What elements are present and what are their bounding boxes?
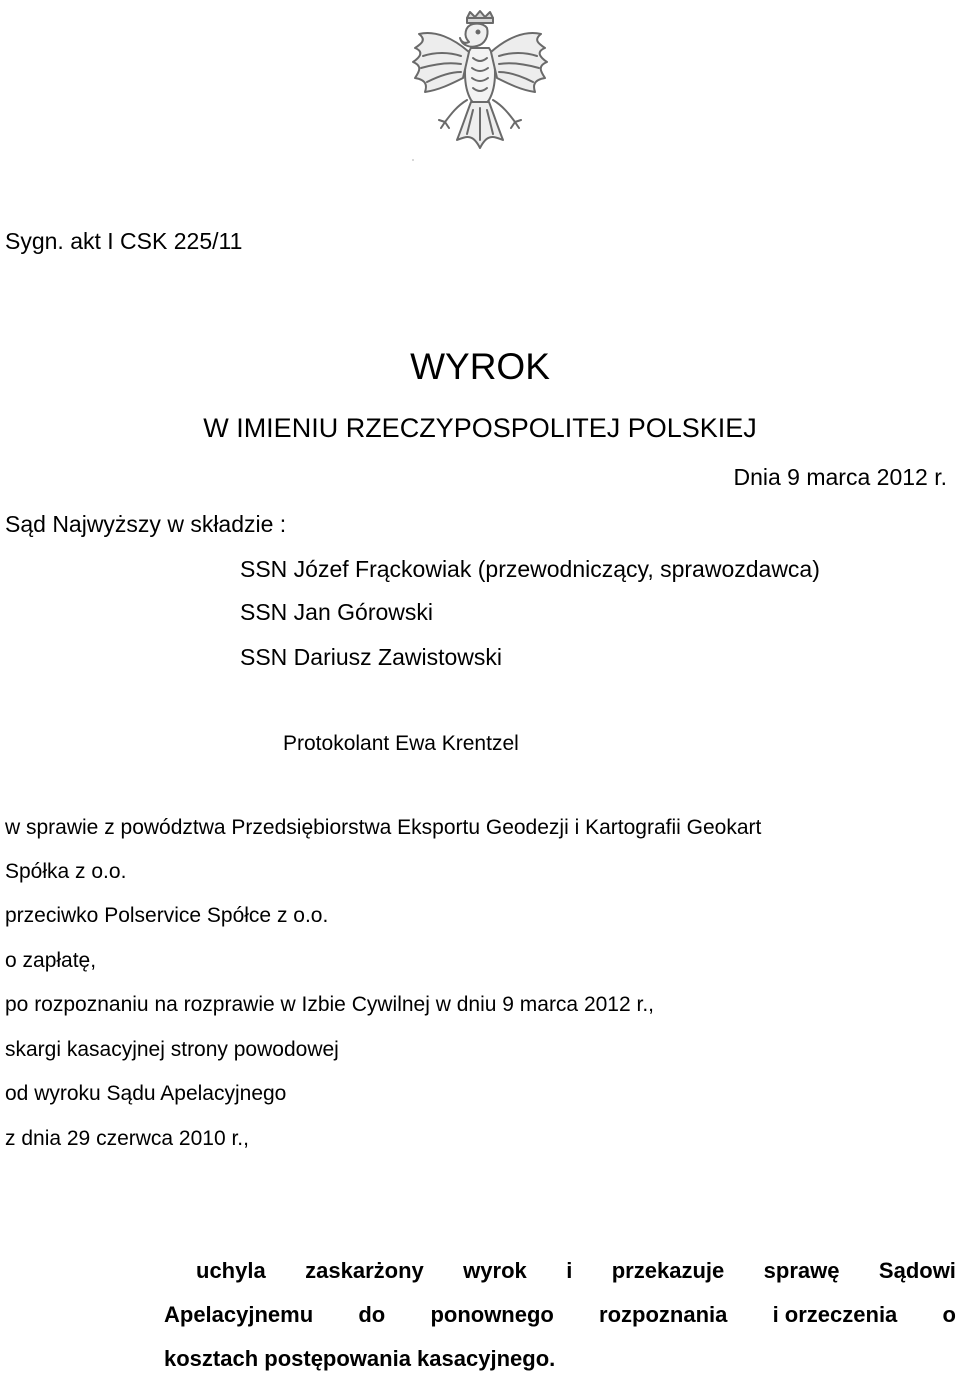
- judgment-date: Dnia 9 marca 2012 r.: [733, 464, 947, 490]
- case-signature: Sygn. akt I CSK 225/11: [5, 228, 243, 254]
- ruling-word: i orzeczenia: [772, 1302, 898, 1327]
- ruling-word: do: [358, 1302, 386, 1327]
- polish-eagle-emblem-icon: [405, 8, 555, 168]
- ruling-word: wyrok: [463, 1258, 527, 1283]
- judge-line: SSN Jan Górowski: [240, 599, 434, 625]
- ruling-line-3: kosztach postępowania kasacyjnego.: [164, 1346, 556, 1371]
- case-description-line: skargi kasacyjnej strony powodowej: [5, 1038, 339, 1061]
- ruling-word: o: [942, 1302, 956, 1327]
- court-clerk: Protokolant Ewa Krentzel: [283, 732, 519, 755]
- ruling-word: i: [566, 1258, 573, 1283]
- case-description-line: Spółka z o.o.: [5, 860, 127, 883]
- document-title: WYROK: [410, 346, 550, 387]
- ruling-word: Sądowi: [878, 1258, 956, 1283]
- case-description-line: o zapłatę,: [5, 949, 97, 972]
- ruling-word: zaskarżony: [305, 1258, 424, 1283]
- ruling-word: uchyla: [196, 1258, 266, 1283]
- case-description-line: od wyroku Sądu Apelacyjnego: [5, 1082, 287, 1105]
- judge-line: SSN Józef Frąckowiak (przewodniczący, sprawozdawca): [240, 556, 820, 582]
- document-subtitle: W IMIENIU RZECZYPOSPOLITEJ POLSKIEJ: [203, 413, 757, 443]
- ruling-word: ponownego: [430, 1302, 554, 1327]
- court-composition-intro: Sąd Najwyższy w składzie :: [5, 511, 287, 537]
- ruling-line-2: [164, 1304, 956, 1326]
- ruling-line-1: [196, 1260, 956, 1282]
- ruling-word: rozpoznania: [599, 1302, 728, 1327]
- ruling-word: przekazuje: [611, 1258, 725, 1283]
- case-description-line: po rozpoznaniu na rozprawie w Izbie Cywilnej w dniu 9 marca 2012 r.,: [5, 993, 655, 1016]
- judge-line: SSN Dariusz Zawistowski: [240, 644, 502, 670]
- case-description-line: przeciwko Polservice Spółce z o.o.: [5, 904, 329, 927]
- case-description-line: z dnia 29 czerwca 2010 r.,: [5, 1127, 249, 1150]
- case-description-line: w sprawie z powództwa Przedsiębiorstwa Eksportu Geodezji i Kartografii Geokart: [5, 816, 762, 839]
- ruling-word: sprawę: [763, 1258, 840, 1283]
- ruling-word: Apelacyjnemu: [164, 1302, 314, 1327]
